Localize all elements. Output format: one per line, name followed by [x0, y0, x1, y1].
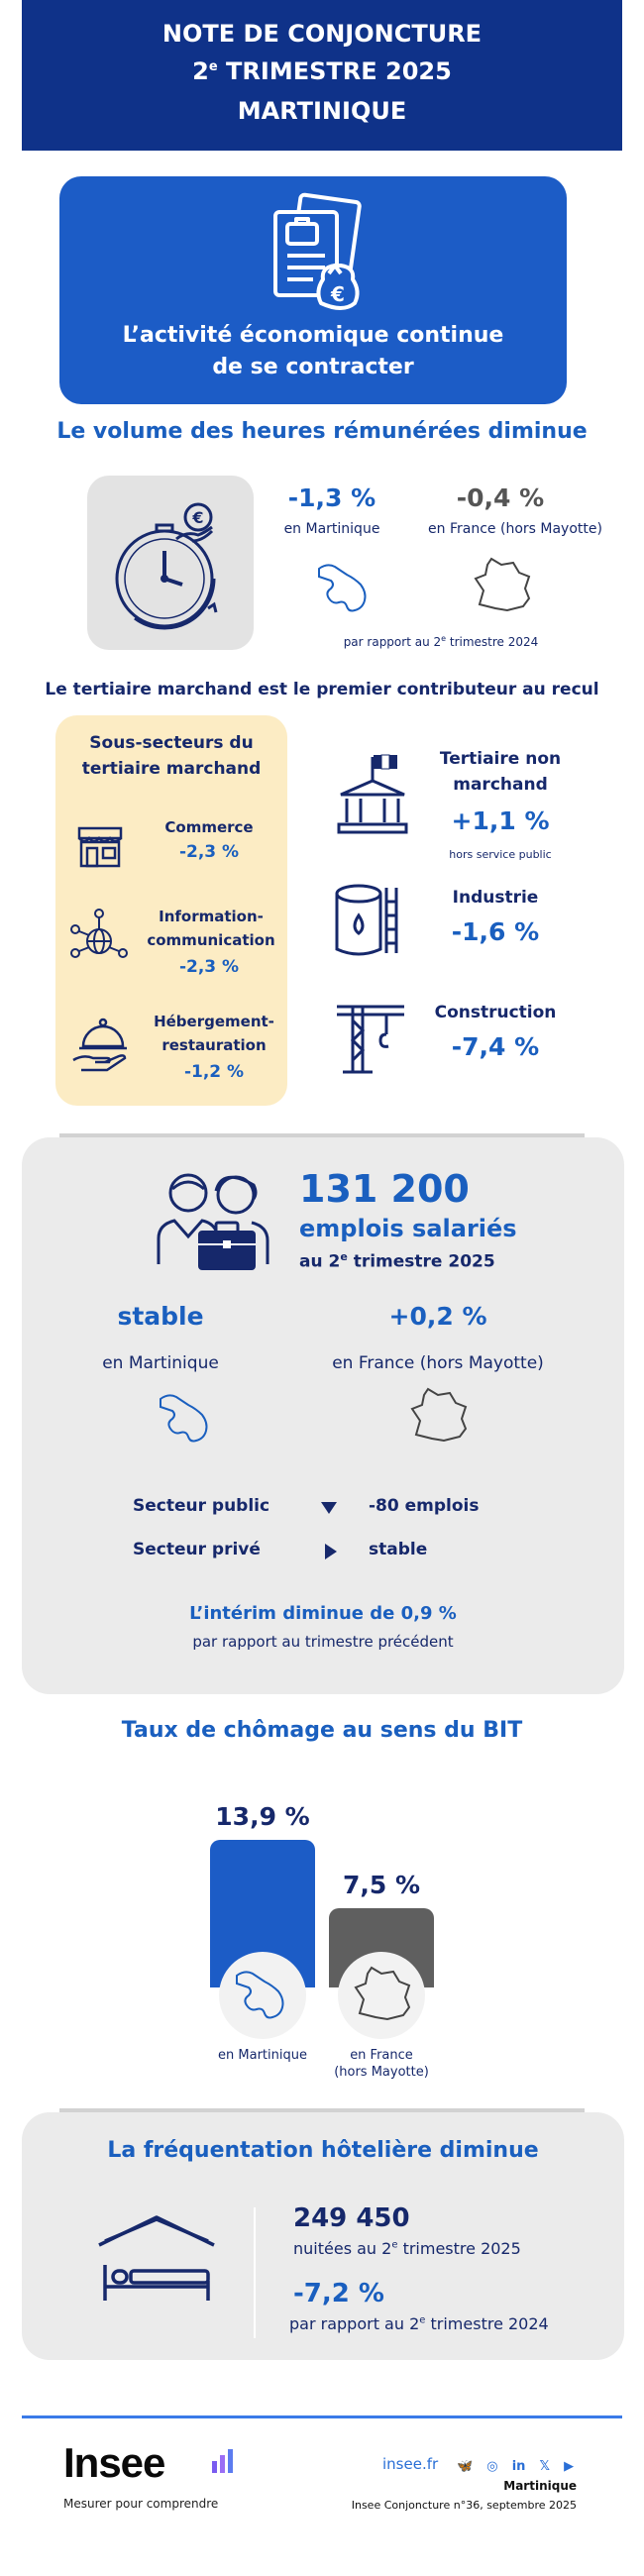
- industry-tank-icon: [331, 882, 400, 961]
- header-region: MARTINIQUE: [237, 97, 407, 125]
- public-sector-label: Secteur public: [133, 1496, 270, 1516]
- hotel-title: La fréquentation hôtelière diminue: [107, 2138, 539, 2163]
- interim-subtext: par rapport au trimestre précédent: [192, 1633, 454, 1651]
- private-sector-label: Secteur privé: [133, 1540, 261, 1559]
- construction-crane-icon: [333, 997, 408, 1076]
- nonmarket-label-1: Tertiaire non: [439, 749, 562, 769]
- hotel-separator: [254, 2207, 256, 2338]
- youtube-icon[interactable]: ▶: [564, 2459, 575, 2474]
- triangle-down-icon: [319, 1500, 339, 1516]
- unemployment-chart: [0, 1764, 644, 2091]
- documents-euro-icon: [252, 190, 375, 319]
- public-sector-value: -80 emplois: [369, 1496, 480, 1516]
- unemployment-title: Taux de chômage au sens du BIT: [121, 1718, 523, 1743]
- shop-icon: [75, 824, 125, 870]
- interim-text: L’intérim diminue de 0,9 %: [189, 1603, 457, 1624]
- employment-france-value: +0,2 %: [388, 1302, 487, 1331]
- clock-box: [87, 476, 254, 650]
- martinique-map-icon: [313, 557, 373, 616]
- hotel-nights-label: nuitées au 2e trimestre 2025: [293, 2239, 521, 2258]
- tertiary-title: Le tertiaire marchand est le premier contributeur au recul: [45, 680, 599, 699]
- header-quarter: 2e TRIMESTRE 2025: [192, 57, 452, 85]
- svg-text:€: €: [192, 508, 204, 527]
- hours-martinique-value: -1,3 %: [287, 483, 376, 512]
- insee-tagline: Mesurer pour comprendre: [63, 2497, 219, 2511]
- subsectors-box: [55, 715, 287, 1106]
- cloche-serving-icon: [69, 1017, 133, 1072]
- info-label-1: Information-: [159, 908, 264, 925]
- france-chart-map-icon: [338, 1952, 425, 2039]
- unemployment-map-circle-1: [338, 1952, 425, 2039]
- construction-label: Construction: [434, 1003, 557, 1022]
- unemployment-value-label-0: 13,9 %: [215, 1802, 310, 1831]
- construction-value: -7,4 %: [451, 1032, 540, 1061]
- hotel-sector-value: -1,2 %: [183, 1062, 245, 1082]
- hero-line-2: de se contracter: [212, 355, 414, 379]
- public-building-flag-icon: [333, 751, 412, 840]
- hotel-bed-icon: [95, 2211, 218, 2307]
- hours-martinique-label: en Martinique: [283, 521, 380, 537]
- info-label-2: communication: [147, 931, 275, 949]
- hotel-panel: [22, 2112, 624, 2360]
- hero-card: [59, 176, 567, 404]
- commerce-value: -2,3 %: [178, 842, 240, 862]
- hours-france-label: en France (hors Mayotte): [428, 521, 602, 537]
- unemployment-value-label-1: 7,5 %: [342, 1871, 421, 1899]
- france-map-icon: [470, 555, 535, 620]
- unemployment-category-label-0: en Martinique: [218, 2048, 307, 2063]
- nonmarket-value: +1,1 %: [451, 806, 550, 835]
- social-links: [448, 2455, 574, 2474]
- svg-text:€: €: [331, 282, 345, 306]
- instagram-icon[interactable]: ◎: [486, 2459, 498, 2474]
- linkedin-icon[interactable]: in: [511, 2459, 526, 2474]
- hotel-change-value: -7,2 %: [293, 2279, 384, 2308]
- triangle-right-icon: [323, 1542, 339, 1561]
- unemployment-map-circle-0: [219, 1952, 306, 2039]
- nonmarket-label-2: marchand: [453, 775, 548, 795]
- employment-martinique-label: en Martinique: [102, 1353, 219, 1373]
- employment-martinique-value: stable: [117, 1302, 204, 1331]
- insee-logo-bars-icon: [210, 2447, 240, 2475]
- employment-panel: [22, 1137, 624, 1694]
- footer-publication: Insee Conjoncture n°36, septembre 2025: [351, 2499, 577, 2512]
- hero-line-1: L’activité économique continue: [122, 323, 504, 348]
- commerce-label: Commerce: [164, 818, 254, 836]
- industry-value: -1,6 %: [451, 917, 540, 946]
- header-banner: [22, 0, 622, 151]
- header-title: NOTE DE CONJONCTURE: [161, 20, 483, 48]
- hotel-nights-value: 249 450: [293, 2203, 410, 2233]
- employment-period: au 2e trimestre 2025: [299, 1250, 495, 1272]
- hours-compare-note: par rapport au 2e trimestre 2024: [343, 634, 539, 649]
- employment-label: emplois salariés: [299, 1215, 517, 1242]
- hours-title: Le volume des heures rémunérées diminue: [56, 419, 588, 444]
- industry-label: Industrie: [452, 888, 539, 908]
- employment-count: 131 200: [299, 1167, 470, 1211]
- footer-region: Martinique: [503, 2479, 577, 2493]
- unemployment-category-label-1: en France (hors Mayotte): [334, 2048, 429, 2080]
- private-sector-value: stable: [369, 1540, 428, 1559]
- network-globe-icon: [67, 908, 131, 967]
- insee-logo[interactable]: Insee: [63, 2439, 165, 2486]
- hotel-change-label: par rapport au 2e trimestre 2024: [289, 2314, 549, 2333]
- subsectors-title-1: Sous-secteurs du: [89, 733, 254, 753]
- hours-france-value: -0,4 %: [456, 483, 545, 512]
- hotel-sector-label-2: restauration: [161, 1036, 267, 1054]
- employees-briefcase-icon: [153, 1165, 275, 1272]
- employment-france-label: en France (hors Mayotte): [332, 1353, 544, 1373]
- insee-site-link[interactable]: insee.fr: [382, 2455, 439, 2473]
- employment-france-map-icon: [406, 1385, 472, 1450]
- x-icon[interactable]: 𝕏: [539, 2459, 551, 2474]
- employment-martinique-map-icon: [155, 1387, 214, 1447]
- bluesky-icon[interactable]: 🦋: [457, 2459, 474, 2474]
- subsectors-title-2: tertiaire marchand: [81, 759, 262, 779]
- hotel-sector-label-1: Hébergement-: [154, 1013, 274, 1030]
- stopwatch-euro-icon: [107, 489, 236, 638]
- footer-divider: [22, 2415, 622, 2418]
- info-value: -2,3 %: [178, 957, 240, 977]
- nonmarket-note: hors service public: [449, 848, 552, 861]
- martinique-chart-map-icon: [219, 1952, 306, 2039]
